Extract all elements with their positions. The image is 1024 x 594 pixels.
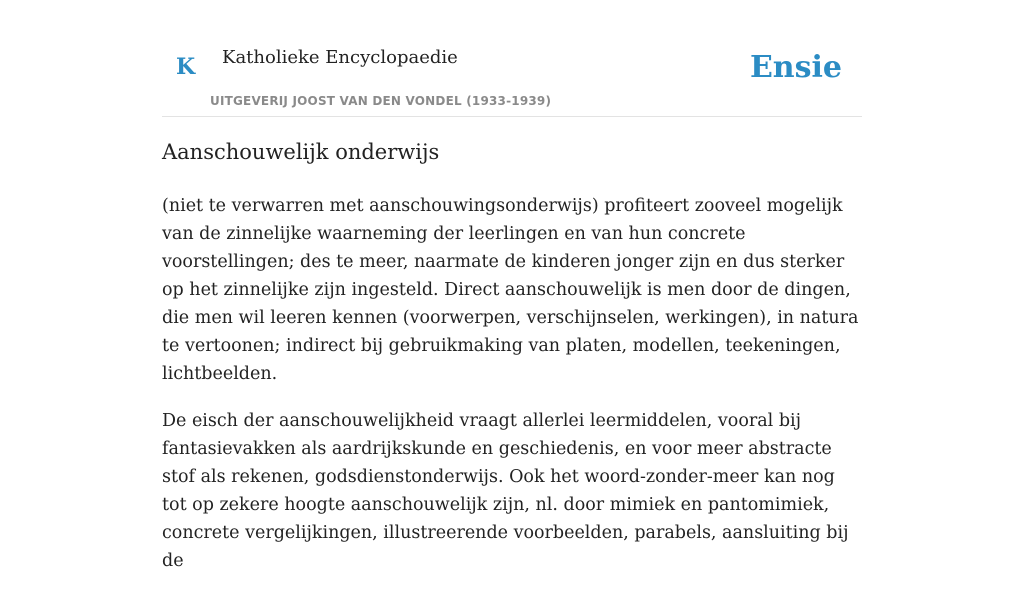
- publisher-label: UITGEVERIJ JOOST VAN DEN VONDEL (1933-1939): [210, 94, 552, 108]
- ensie-brand-link[interactable]: Ensie: [749, 50, 842, 85]
- article-paragraph: De eisch der aanschouwelijkheid vraagt allerlei leermiddelen, vooral bij fantasievakken als aardrijkskunde en geschiedenis, en voor meer abstracte stof als rekenen, godsdienstonderwijs. Ook het woord-zonder-meer kan nog tot op zekere hoogte aanschouwelijk zijn, nl. door mimiek en pantomimiek, concrete vergelijkingen, illustreerende voorbeelden, parabels, aansluiting bij de: [162, 411, 849, 571]
- book-title[interactable]: Katholieke Encyclopaedie: [222, 47, 458, 68]
- article-paragraph: (niet te verwarren met aanschouwingsonderwijs) profiteert zooveel mogelijk van de zinnelijke waarneming der leerlingen en van hun concrete voorstellingen; des te meer, naarmate de kinderen jonger zijn en dus sterker op het zinnelijke zijn ingesteld. Direct aanschouwelijk is men door de dingen, die men wil leeren kennen (voorwerpen, verschijnselen, werkingen), in natura te vertoonen; indirect bij gebruikmaking van platen, modellen, teekeningen, lichtbeelden.: [162, 196, 859, 384]
- article-title: Aanschouwelijk onderwijs: [162, 140, 440, 164]
- site-header: [162, 0, 862, 117]
- encyclopedia-logo[interactable]: K: [176, 54, 196, 80]
- article-body: [162, 192, 864, 594]
